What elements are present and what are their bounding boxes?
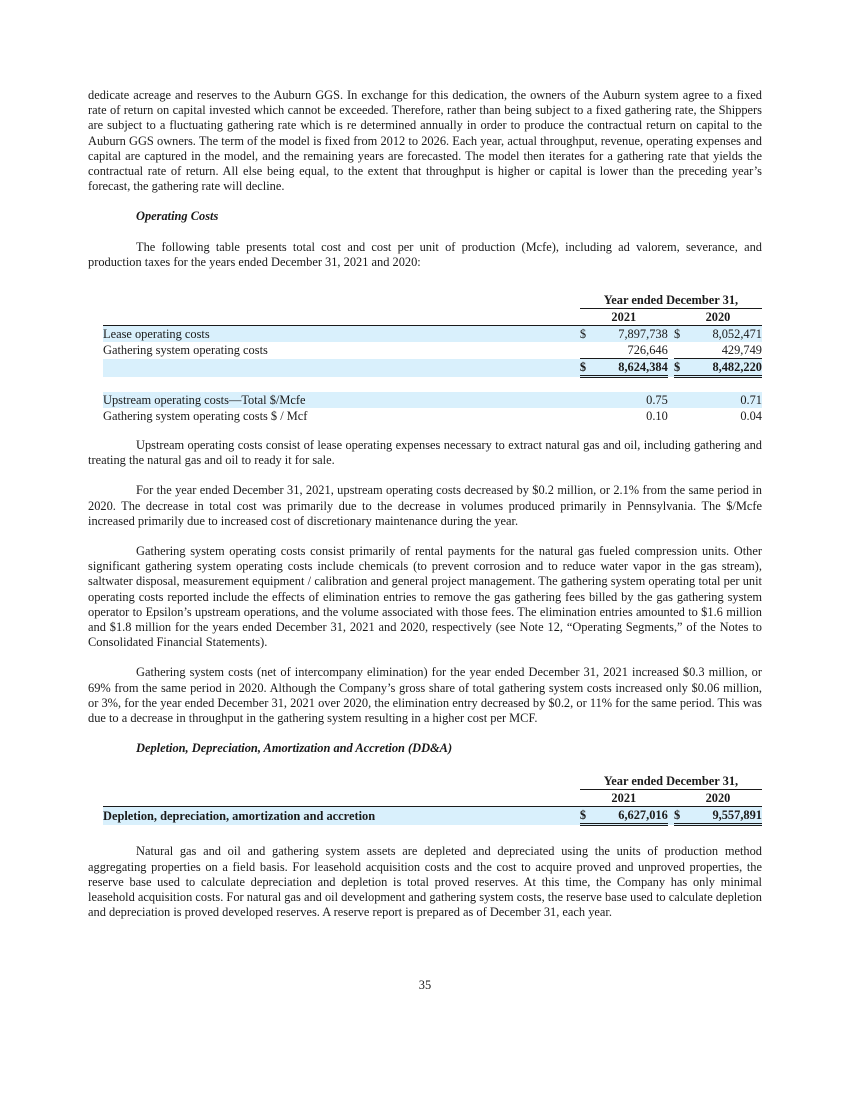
value-2020: 0.71 — [682, 392, 762, 408]
value-2021: 0.10 — [646, 409, 668, 424]
year-2020-header: 2020 — [705, 791, 731, 806]
operating-costs-table — [103, 292, 762, 424]
year-2021-header: 2021 — [611, 310, 637, 325]
currency-symbol: $ — [674, 359, 682, 377]
total-2020: 8,482,220 — [682, 359, 762, 377]
table-row — [103, 807, 762, 825]
currency-symbol: $ — [673, 327, 681, 342]
value-2020: 8,052,471 — [682, 326, 762, 343]
table-row — [103, 408, 762, 424]
intro-paragraph: dedicate acreage and reserves to the Auburn GGS. In exchange for this dedication, the owners of the Auburn system agree to a fixed rate of return on capital invested which cannot be exceeded. Therefore, rather than being subject to a fixed gathering rate, the Shippers are subject to a fluctuating gathering rate which is re determined annually in order to produce the contractual return on capital to the Auburn GGS owners. The term of the model is fixed from 2012 to 2026. Each year, actual throughput, revenue, operating expenses and capital are captured in the model, and the remaining years are forecasted. The model then iterates for a gathering rate that yields the contractual rate of return. All else being equal, to the extent that throughput is higher or capital is lower than the preceding year’s forecast, the gathering rate will decline. — [88, 88, 762, 194]
year-2020-header: 2020 — [705, 310, 731, 325]
dda-table — [103, 773, 762, 826]
currency-symbol: $ — [674, 807, 682, 825]
table-header: Year ended December 31, — [580, 773, 762, 790]
dda-heading: Depletion, Depreciation, Amortization and Accretion (DD&A) — [136, 741, 453, 756]
row-label: Lease operating costs — [103, 326, 574, 343]
upstream-decrease-paragraph: For the year ended December 31, 2021, upstream operating costs decreased by $0.2 million, or 2.1% from the same period in 2020. The decrease in total cost was primarily due to the decrease in volumes produced primarily in Pennsylvania. The $/Mcfe increased primarily due to increased cost of discretionary maintenance during the year. — [88, 483, 762, 528]
total-row — [103, 359, 762, 377]
row-label: Upstream operating costs—Total $/Mcfe — [103, 392, 574, 408]
upstream-costs-paragraph: Upstream operating costs consist of lease operating expenses necessary to extract natural gas and oil, including gathering and treating the natural gas and oil to ready it for sale. — [88, 438, 762, 468]
value-2021: 726,646 — [588, 342, 668, 359]
operating-costs-table-intro: The following table presents total cost and cost per unit of production (Mcfe), including ad valorem, severance, and production taxes for the years ended December 31, 2021 and 2020: — [88, 239, 762, 269]
currency-symbol: $ — [580, 359, 588, 377]
value-2020: 9,557,891 — [682, 807, 762, 825]
gathering-net-paragraph: Gathering system costs (net of intercompany elimination) for the year ended December 31, 2021 increased $0.3 million, or 69% from the same period in 2020. Although the Company’s gross share of total gathering system costs increased only $0.06 million, or 3%, for the year ended December 31, 2021 over 2020, the elimination entry decreased by $0.2, or 11% for the same period. This was due to a decrease in throughput in the gathering system resulting in a higher cost per MCF. — [88, 665, 762, 726]
gathering-costs-paragraph: Gathering system operating costs consist primarily of rental payments for the natural gas fueled compression units. Other significant gathering system operating costs include chemicals (to prevent corrosion and to reduce water vapor in the gas stream), saltwater disposal, measurement equipment / calibration and general project management. The gathering system operating total per unit operating costs reported include the effects of elimination entries to remove the gas gathering fees billed by the gas gathering system operator to Epsilon’s upstream operations, and the volume associated with those fees. The elimination entries amounted to $1.6 million and $1.8 million for the years ended December 31, 2021 and 2020, respectively (see Note 12, “Operating Segments,” of the Notes to Consolidated Financial Statements). — [88, 544, 762, 650]
row-label: Gathering system operating costs $ / Mcf — [103, 409, 308, 424]
table-row — [103, 342, 762, 359]
document-page — [88, 88, 762, 921]
value-2020: 429,749 — [682, 342, 762, 359]
value-2021: 6,627,016 — [588, 807, 668, 825]
table-row — [103, 326, 762, 343]
page-number: 35 — [418, 978, 432, 992]
currency-symbol: $ — [579, 327, 587, 342]
table-header: Year ended December 31, — [580, 292, 762, 309]
operating-costs-heading: Operating Costs — [136, 209, 219, 224]
row-label: Depletion, depreciation, amortization and accretion — [103, 807, 574, 825]
value-2020: 0.04 — [740, 409, 762, 424]
dda-paragraph: Natural gas and oil and gathering system assets are depleted and depreciated using the units of production method aggregating properties on a field basis. For leasehold acquisition costs and the cost to acquire proved and unproved properties, the reserve base used to calculate depreciation and depletion is total proved reserves. At this time, the Company has only minimal leasehold acquisition costs. For natural gas and oil development and gathering system costs, the reserve base used to calculate depletion and depreciation is proved developed reserves. A reserve report is prepared as of December 31, each year. — [88, 844, 762, 920]
row-label: Gathering system operating costs — [103, 343, 268, 358]
year-2021-header: 2021 — [611, 791, 637, 806]
total-2021: 8,624,384 — [588, 359, 668, 377]
table-row — [103, 392, 762, 408]
currency-symbol: $ — [580, 807, 588, 825]
value-2021: 7,897,738 — [588, 326, 668, 343]
value-2021: 0.75 — [588, 392, 668, 408]
